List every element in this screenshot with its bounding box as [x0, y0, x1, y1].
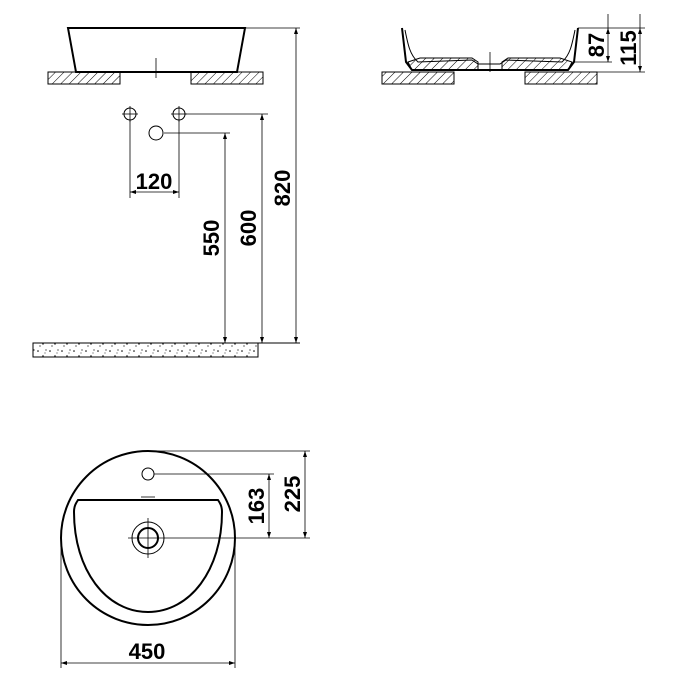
section-countertop-right — [525, 72, 597, 84]
label-total-height: 820 — [270, 169, 295, 207]
dimension-tap-to-drain — [244, 474, 271, 538]
dimension-tap-to-back — [280, 451, 307, 538]
label-tap-to-back: 225 — [280, 475, 305, 513]
label-drain-height: 550 — [199, 219, 224, 257]
section-countertop-left — [382, 72, 454, 84]
dimension-inner-height — [584, 14, 610, 62]
countertop-left — [48, 72, 120, 84]
dimension-tap-height — [236, 114, 264, 343]
plan-view — [61, 451, 310, 668]
dimension-drain-height — [199, 133, 227, 343]
basin-front-profile — [68, 28, 245, 72]
label-inner-height: 87 — [584, 32, 609, 58]
tap-hole — [142, 468, 154, 480]
dimension-tap-spacing — [130, 169, 179, 194]
label-tap-height: 600 — [236, 209, 261, 247]
basin-section-foot-left — [408, 58, 478, 70]
dimension-diameter — [61, 639, 235, 665]
label-outer-height: 115 — [616, 30, 641, 66]
front-elevation — [48, 28, 300, 84]
dimension-outer-height — [616, 14, 642, 72]
countertop-right — [191, 72, 263, 84]
floor-section — [33, 343, 258, 357]
basin-section-foot-right — [502, 58, 572, 70]
dimension-total-height — [270, 28, 298, 343]
label-diameter: 450 — [128, 639, 166, 664]
label-tap-spacing: 120 — [135, 169, 173, 194]
drain-outlet-wall — [149, 126, 163, 140]
label-tap-to-drain: 163 — [244, 487, 269, 525]
